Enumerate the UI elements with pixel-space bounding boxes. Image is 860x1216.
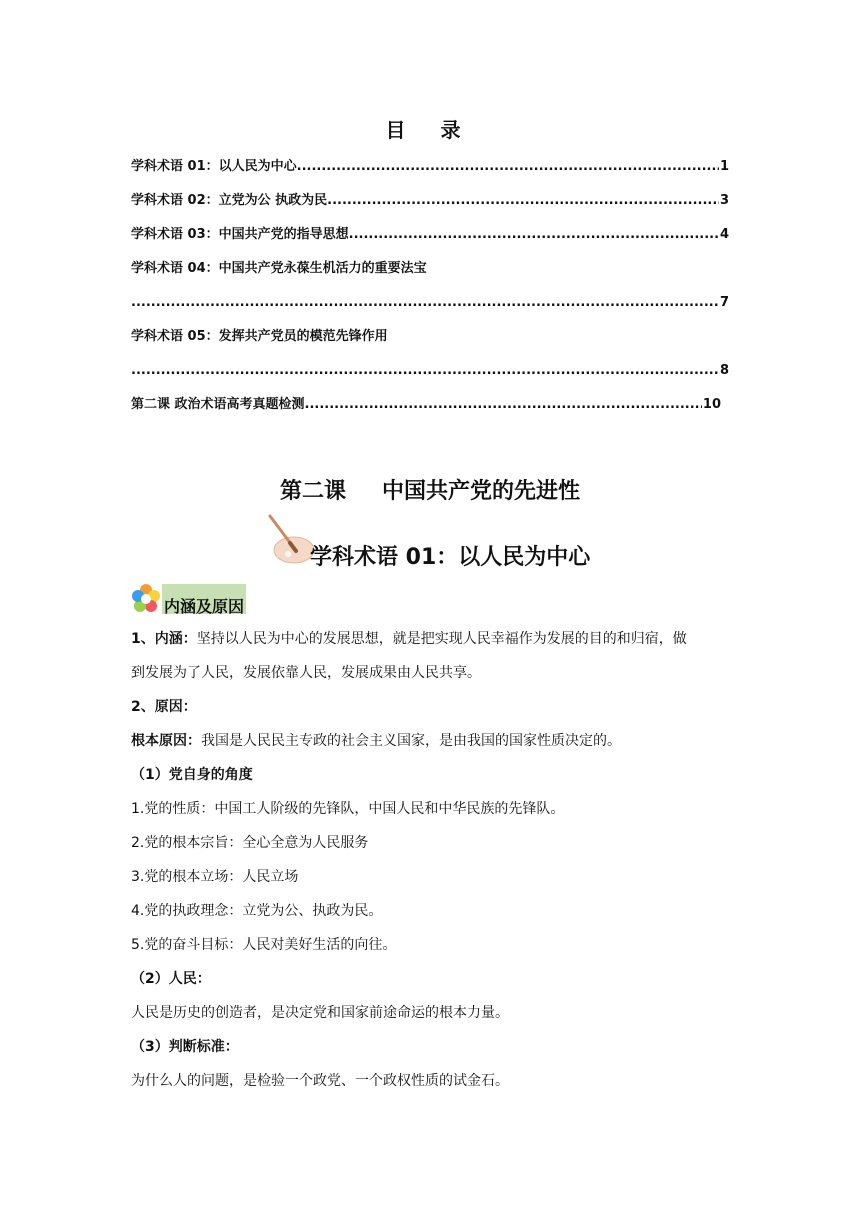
toc-leader-dots [297,158,719,176]
list-item: 2.党的根本宗旨：全心全意为人民服务 [131,835,369,851]
subheading-text: （2）人民： [131,971,211,987]
toc-entry-label: 学科术语 02：立党为公 执政为民 [131,193,328,208]
toc-entry-04-label[interactable]: 学科术语 04：中国共产党永葆生机活力的重要法宝 [131,261,427,276]
paragraph-2 [131,690,731,724]
paragraph-1-cont: 到发展为了人民，发展依靠人民，发展成果由人民共享。 [131,665,481,681]
section-tag: 内涵及原因 [162,584,246,614]
toc-entry-page: 4 [719,227,729,242]
toc-entry-page: 1 [719,159,729,174]
list-item: 3.党的根本立场：人民立场 [131,869,299,885]
paragraph-text: 我国是人民民主专政的社会主义国家，是由我国的国家性质决定的。 [201,733,621,749]
paragraph-label: 1、内涵： [131,631,197,647]
lesson-title [0,474,860,505]
toc-entry-05[interactable] [131,362,729,380]
toc-entry-label: 第二课 政治术语高考真题检测 [131,397,305,412]
toc-entry-06[interactable] [131,396,721,414]
toc-leader-dots [131,294,719,312]
toc-entry-02[interactable] [131,192,729,210]
toc-leader-dots [305,396,702,414]
toc-entry-page: 7 [719,295,729,310]
toc-entry-01[interactable] [131,158,729,176]
lesson-number: 第二课 [279,479,346,504]
paragraph-criterion: 为什么人的问题，是检验一个政党、一个政权性质的试金石。 [131,1073,509,1089]
palette-icon [264,514,316,566]
toc-entry-05-label[interactable]: 学科术语 05：发挥共产党员的模范先锋作用 [131,329,388,344]
subheading-text: （1）党自身的角度 [131,767,253,783]
list-item: 4.党的执政理念：立党为公、执政为民。 [131,903,383,919]
toc-entry-page: 3 [719,193,729,208]
toc-entry-page: 8 [719,363,729,378]
toc-leader-dots [327,192,719,210]
toc-leader-dots [349,226,719,244]
subheading-text: （3）判断标准： [131,1039,239,1055]
term-heading: 学科术语 01：以人民为中心 [310,545,591,570]
paragraph-text: 坚持以人民为中心的发展思想，就是把实现人民幸福作为发展的目的和归宿，做 [196,631,687,647]
list-item: 1.党的性质：中国工人阶级的先锋队，中国人民和中华民族的先锋队。 [131,801,565,817]
toc-entry-03[interactable] [131,226,729,244]
lesson-name: 中国共产党的先进性 [382,479,581,504]
subheading-3 [131,1030,731,1064]
subheading-1 [131,758,731,792]
toc-entry-label: 学科术语 01：以人民为中心 [131,159,297,174]
flower-icon [130,582,162,614]
paragraph-label: 2、原因： [131,699,197,715]
toc-entry-04[interactable] [131,294,729,312]
paragraph-label: 根本原因： [131,733,201,749]
paragraph-1 [131,622,731,656]
toc-title: 目 录 [385,118,475,142]
list-item: 5.党的奋斗目标：人民对美好生活的向往。 [131,937,397,953]
subheading-2 [131,962,731,996]
toc-entry-page: 10 [702,397,721,412]
paragraph-people: 人民是历史的创造者，是决定党和国家前途命运的根本力量。 [131,1005,509,1021]
paragraph-3 [131,724,731,758]
toc-leader-dots [131,362,719,380]
toc-entry-label: 学科术语 03：中国共产党的指导思想 [131,227,349,242]
